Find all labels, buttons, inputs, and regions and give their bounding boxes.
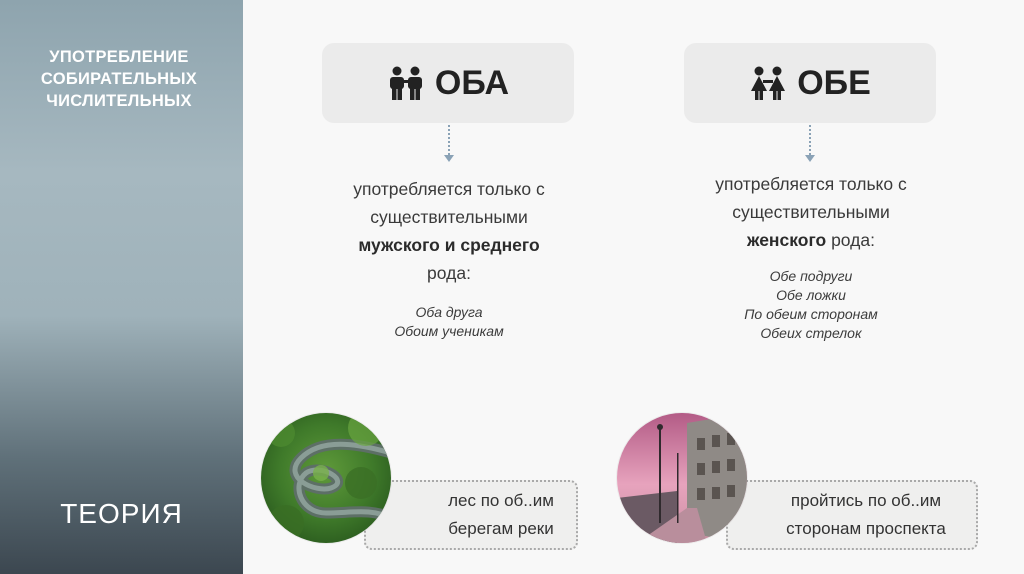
- oba-connector: [448, 125, 450, 155]
- obe-desc-line: существительными: [732, 202, 890, 222]
- city-street-photo: [617, 413, 747, 543]
- forest-river-photo: [261, 413, 391, 543]
- sidebar-title-line: ЧИСЛИТЕЛЬНЫХ: [46, 92, 192, 110]
- obe-arrow: [805, 155, 815, 162]
- obe-examples: [684, 267, 938, 343]
- sidebar-title-line: СОБИРАТЕЛЬНЫХ: [40, 70, 198, 88]
- oba-desc-line: существительными: [370, 207, 528, 227]
- example-item: Обе ложки: [776, 287, 846, 303]
- note-line: лес по об..им: [448, 491, 554, 510]
- oba-description: [322, 175, 576, 287]
- oba-desc-line: употребляется только с: [353, 179, 545, 199]
- obe-header: [684, 43, 936, 123]
- oba-examples: [322, 303, 576, 341]
- example-item: Обоим ученикам: [394, 323, 504, 339]
- obe-desc-line: употребляется только с: [715, 174, 907, 194]
- obe-desc-bold: женского: [747, 230, 827, 250]
- obe-description: [684, 170, 938, 254]
- obe-exercise-note: [726, 480, 978, 550]
- oba-desc-line: рода:: [427, 263, 471, 283]
- obe-connector: [809, 125, 811, 155]
- sidebar-footer: ТЕОРИЯ: [60, 498, 183, 529]
- oba-exercise-note: [364, 480, 578, 550]
- sidebar: [0, 0, 243, 574]
- oba-desc-bold: мужского и среднего: [358, 235, 540, 255]
- example-item: Оба друга: [415, 304, 483, 320]
- sidebar-title: [10, 46, 228, 112]
- oba-header: [322, 43, 574, 123]
- example-item: По обеим сторонам: [744, 306, 878, 322]
- oba-label: ОБА: [434, 63, 510, 102]
- sidebar-title-line: УПОТРЕБЛЕНИЕ: [49, 48, 189, 66]
- two-men-icon: [387, 66, 425, 100]
- two-women-icon: [749, 66, 787, 100]
- example-item: Обеих стрелок: [760, 325, 862, 341]
- obe-label: ОБЕ: [797, 63, 871, 102]
- obe-desc-tail: рода:: [831, 230, 875, 250]
- note-line: сторонам проспекта: [786, 519, 946, 538]
- oba-arrow: [444, 155, 454, 162]
- note-line: берегам реки: [448, 519, 554, 538]
- example-item: Обе подруги: [769, 268, 853, 284]
- note-line: пройтись по об..им: [790, 491, 942, 510]
